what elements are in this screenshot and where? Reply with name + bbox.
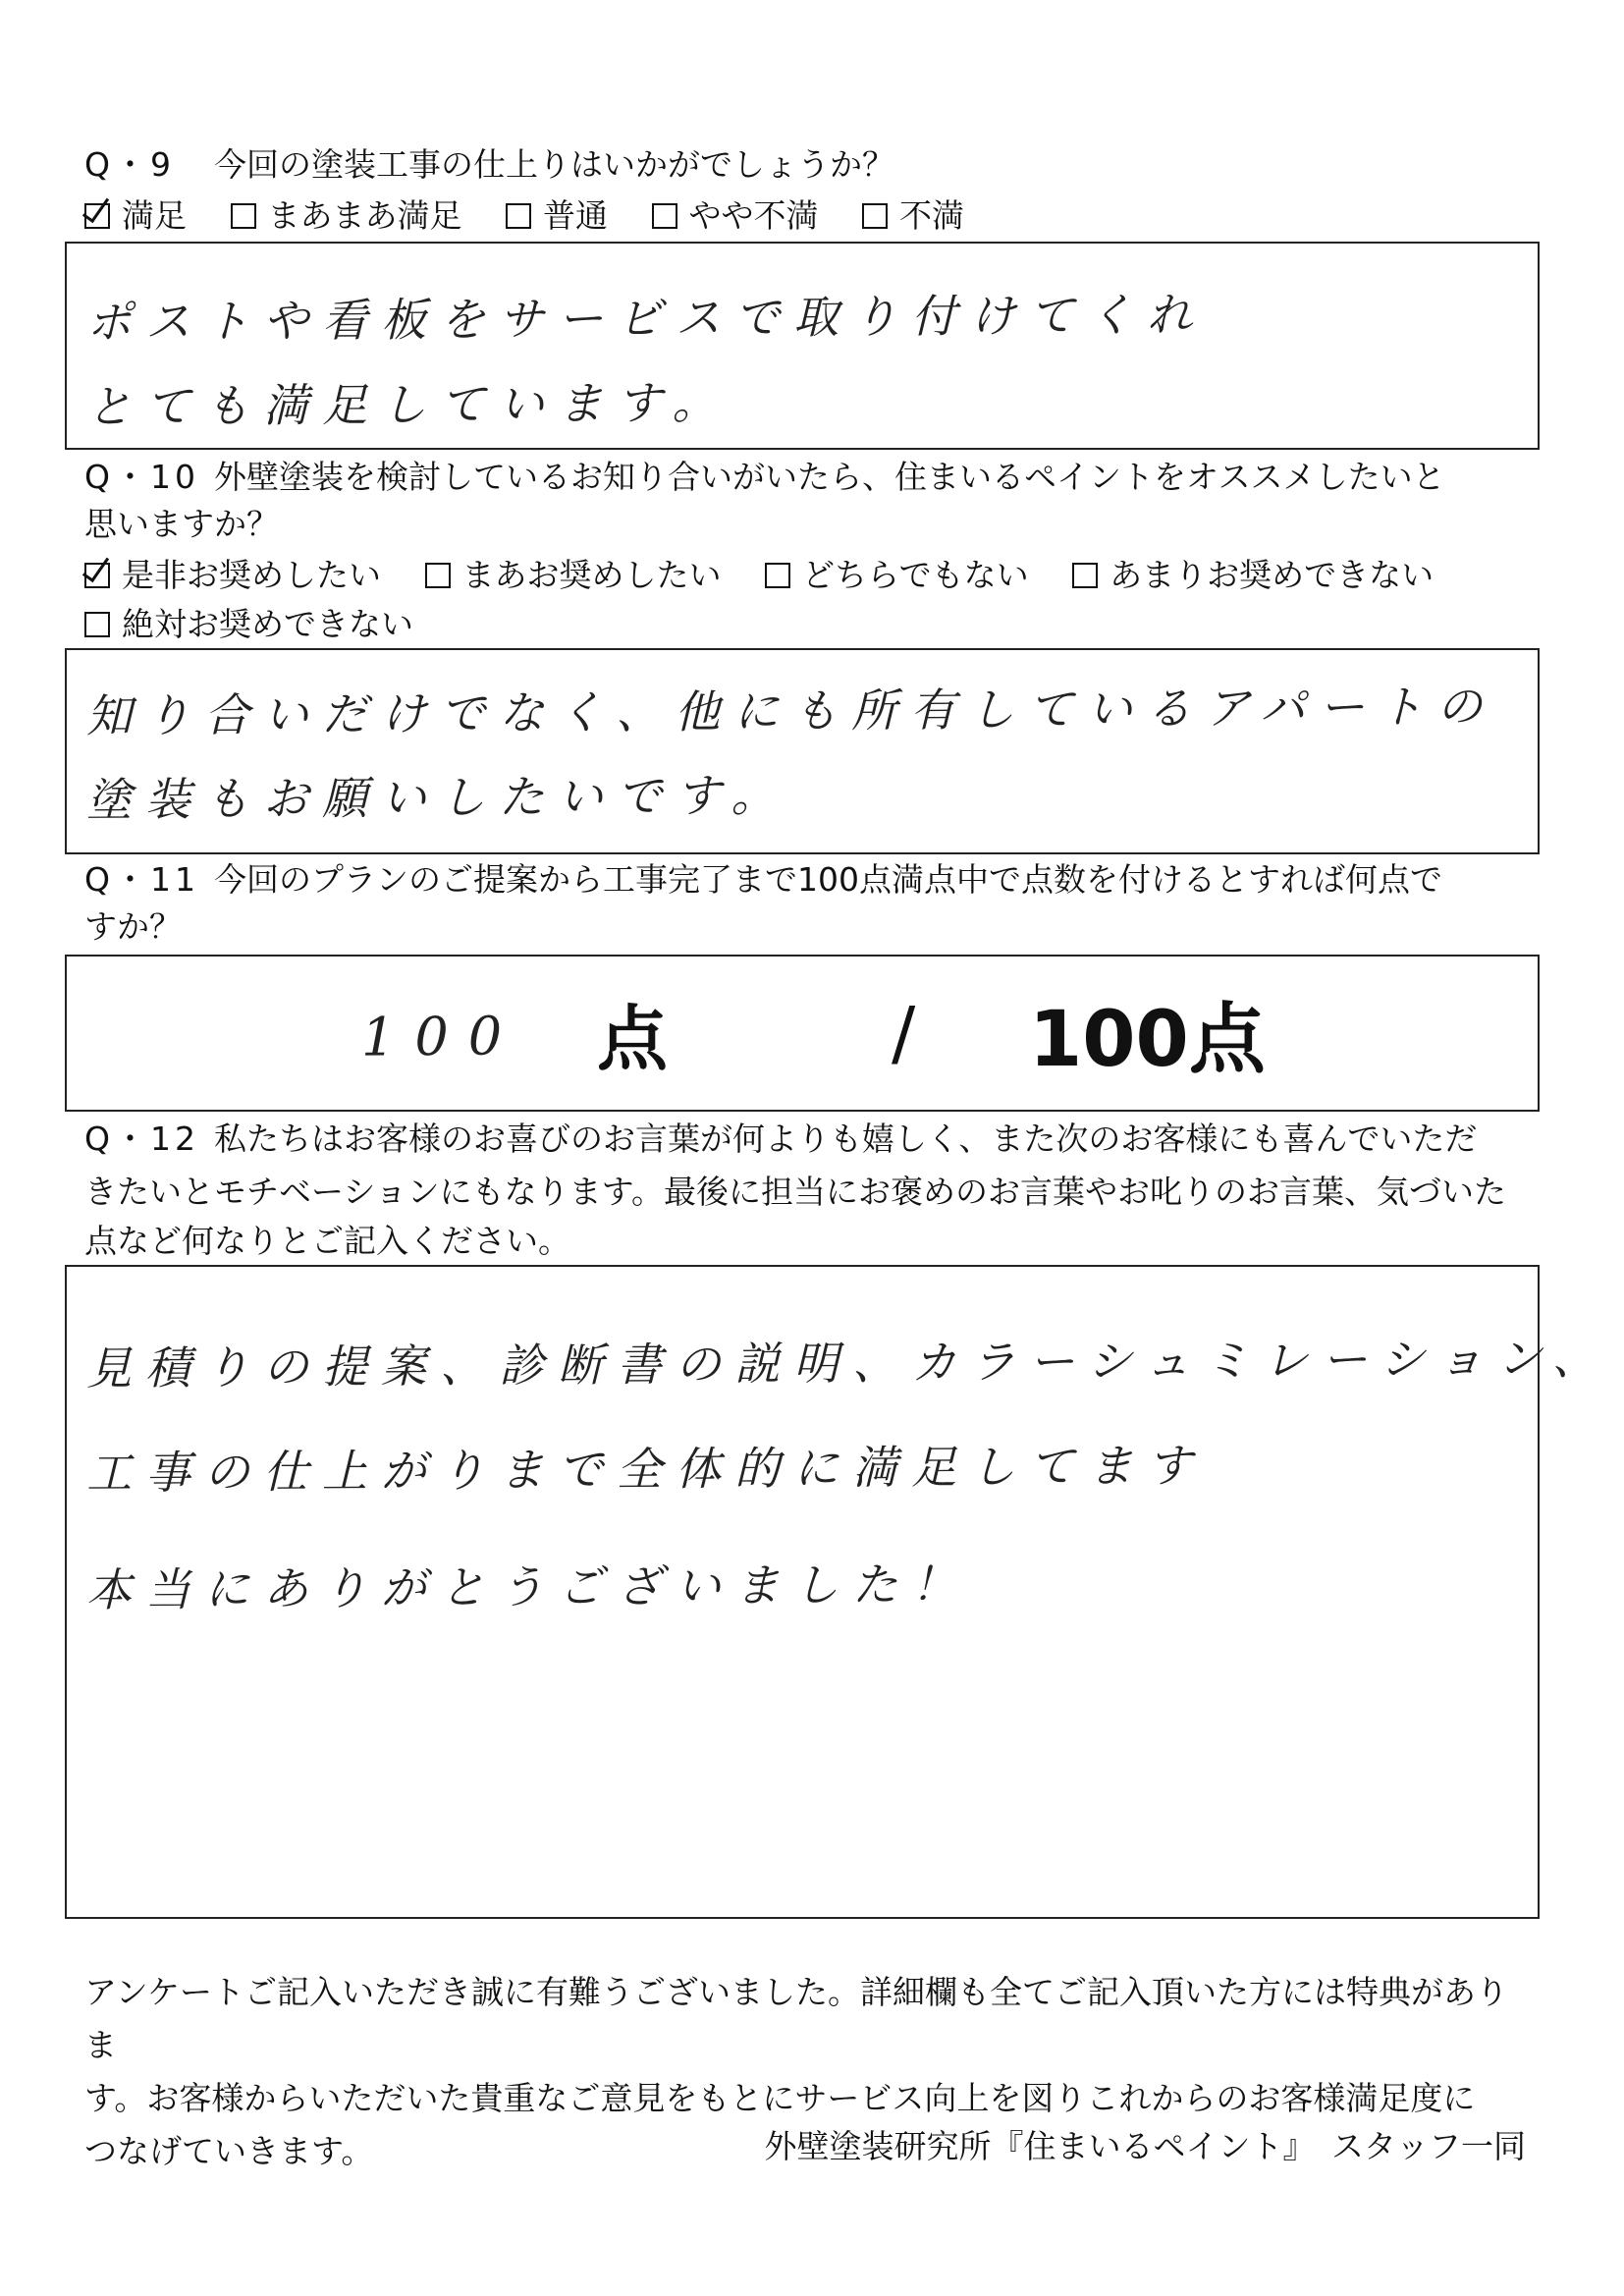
q9-option-3[interactable]: 普通 [506, 192, 608, 240]
checkbox-icon[interactable] [765, 563, 790, 588]
footer-signature: 外壁塗装研究所『住まいるペイント』 スタッフ一同 [764, 2127, 1526, 2165]
q9-answer-box [65, 242, 1540, 450]
q10-option-1[interactable]: 是非お奨めしたい [84, 552, 381, 599]
checkbox-icon[interactable] [506, 203, 531, 229]
q9-answer-line-2: とても満足しています。 [85, 375, 731, 434]
q10-answer-line-1: 知り合いだけでなく、他にも所有しているアパートの [85, 679, 1496, 743]
q9-number: Q・9 [84, 145, 175, 184]
q10-question-line-1: 外壁塗装を検討しているお知り合いがいたら、住まいるペイントをオススメしたいと [214, 458, 1445, 496]
q12-answer-line-2: 工事の仕上がりまで全体的に満足してます [85, 1439, 1207, 1500]
q10-question [84, 454, 1445, 501]
q10-option-2[interactable]: まあお奨めしたい [425, 552, 722, 599]
q12-question [84, 1116, 1477, 1163]
checkbox-icon[interactable] [862, 203, 888, 229]
q10-option-3[interactable]: どちらでもない [765, 552, 1029, 599]
q10-options-row-2 [84, 601, 447, 648]
q12-question-line-3: 点など何なりとご記入ください。 [84, 1222, 570, 1260]
q11-answer-box [65, 955, 1540, 1112]
q9-question [84, 141, 894, 189]
q9-option-4[interactable]: やや不満 [652, 192, 819, 240]
q10-number: Q・10 [84, 458, 199, 496]
q11-number: Q・11 [84, 860, 199, 899]
checkbox-checked-icon[interactable] [84, 203, 110, 229]
q9-option-1[interactable]: 満足 [84, 192, 187, 240]
q11-score-unit: 点 [597, 998, 669, 1080]
checkbox-icon[interactable] [1072, 563, 1098, 588]
q12-answer-line-1: 見積りの提案、診断書の説明、カラーシュミレーション、 [85, 1331, 1611, 1395]
q11-question-line-2: すか？ [84, 907, 182, 946]
q10-question-line-2: 思いますか？ [84, 505, 279, 543]
q11-max-score: 100点 [1029, 996, 1266, 1084]
checkbox-icon[interactable] [84, 612, 110, 637]
checkbox-icon[interactable] [231, 203, 256, 229]
q9-option-5[interactable]: 不満 [862, 192, 964, 240]
q12-question-line-1: 私たちはお客様のお喜びのお言葉が何よりも嬉しく、また次のお客様にも喜んでいただ [214, 1120, 1478, 1158]
q10-option-5[interactable]: 絶対お奨めできない [84, 601, 413, 648]
q11-question-line-1: 今回のプランのご提案から工事完了まで100点満点中で点数を付けるとすれば何点で [214, 860, 1442, 899]
q10-options-row-1 [84, 552, 1467, 599]
q10-option-4[interactable]: あまりお奨めできない [1072, 552, 1434, 599]
q10-answer-line-2: 塗装もお願いしたいです。 [85, 768, 790, 827]
q10-answer-box [65, 648, 1540, 854]
q12-answer-box [65, 1265, 1611, 1919]
q9-question-text: 今回の塗装工事の仕上りはいかがでしょうか？ [214, 145, 894, 184]
q9-answer-line-1: ポストや看板をサービスで取り付けてくれ [85, 288, 1207, 349]
checkbox-icon[interactable] [652, 203, 677, 229]
footer-line-2: す。お客様からいただいた貴重なご意見をもとにサービス向上を図りこれからのお客様満足度に [84, 2079, 1476, 2117]
q11-handwritten-score: 100 [360, 1005, 522, 1068]
footer-line-1: アンケートご記入いただき誠に有難うございました。詳細欄も全てご記入頂いた方には特典がありま [84, 1973, 1509, 2064]
footer-line-3: つなげていきます。 [84, 2132, 374, 2170]
q11-slash: / [892, 992, 916, 1074]
q12-number: Q・12 [84, 1120, 199, 1158]
q9-option-2[interactable]: まあまあ満足 [231, 192, 462, 240]
q9-options [84, 192, 998, 240]
checkbox-icon[interactable] [425, 563, 451, 588]
q12-question-line-2: きたいとモチベーションにもなります。最後に担当にお褒めのお言葉やお叱りのお言葉、気づいた [84, 1173, 1507, 1211]
checkbox-checked-icon[interactable] [84, 563, 110, 588]
q11-question [84, 856, 1442, 903]
q12-answer-line-3: 本当にありがとうございました！ [85, 1557, 971, 1617]
